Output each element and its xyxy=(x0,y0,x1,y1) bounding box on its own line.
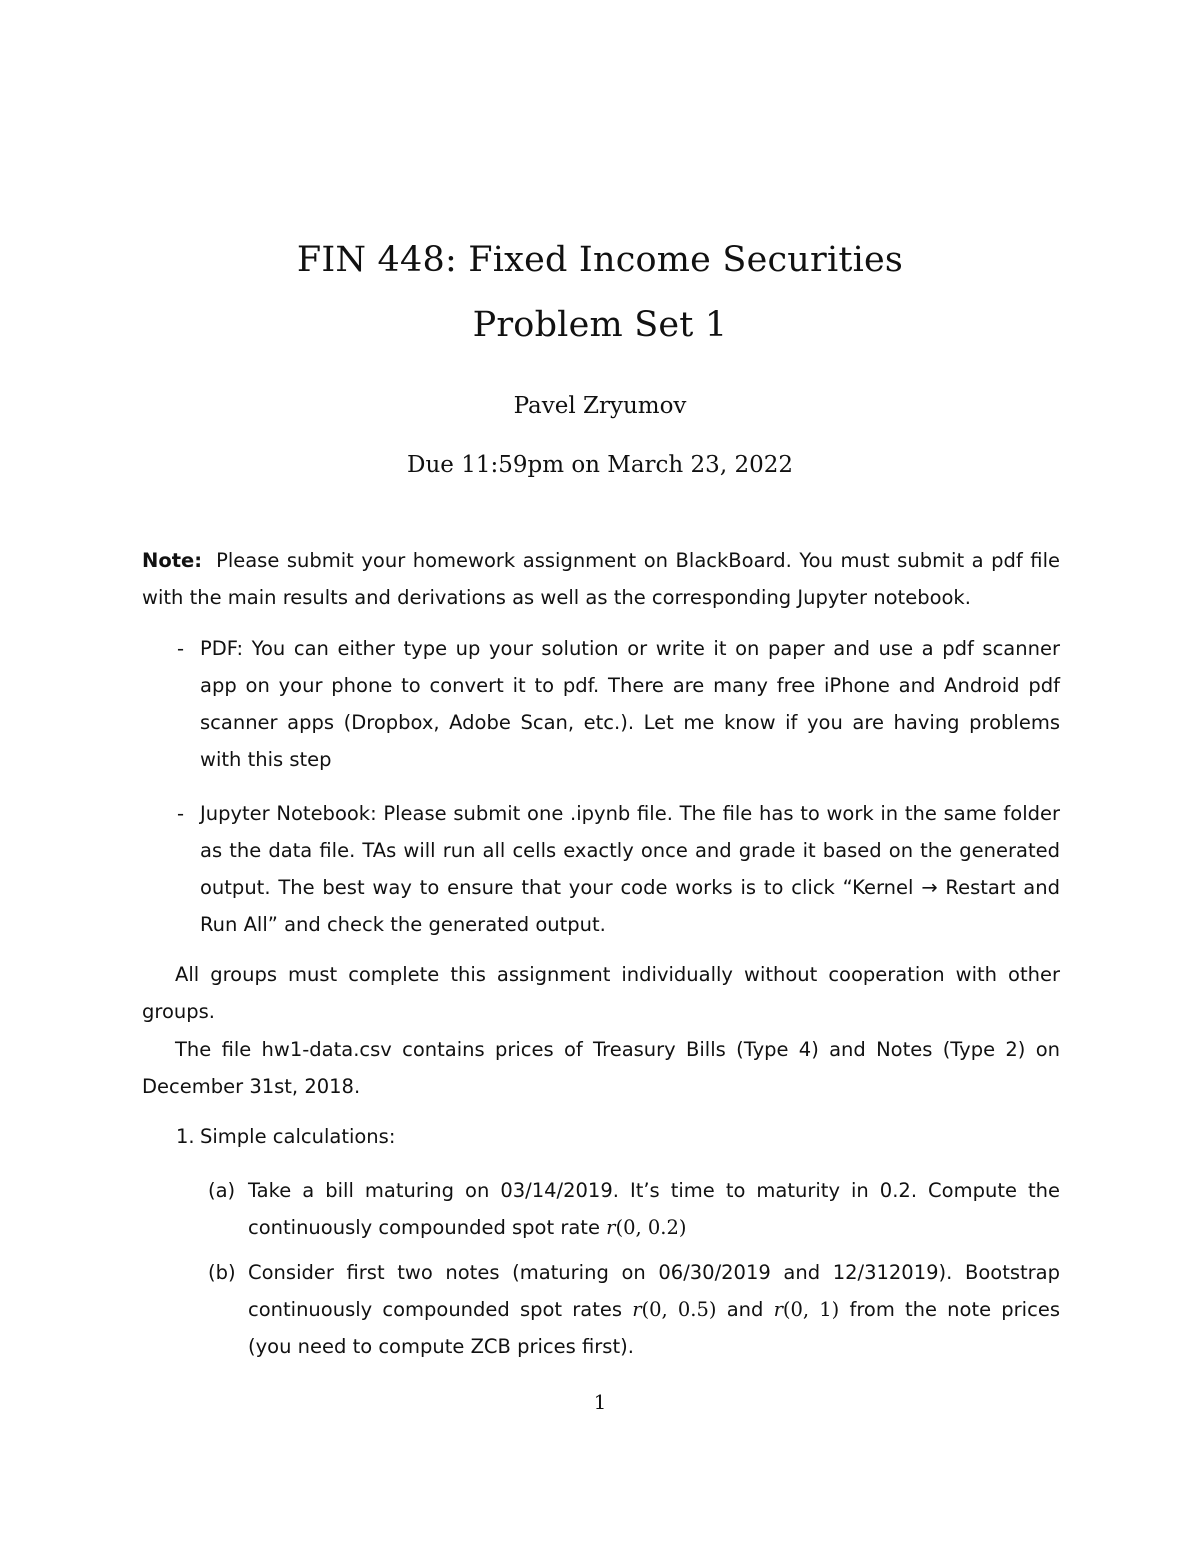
note-text: Please submit your homework assignment on BlackBoard. You must submit a pdf file with the main results and derivations as well as the corresponding Jupyter notebook. xyxy=(142,549,1060,609)
bullet-jupyter xyxy=(142,795,1060,943)
bullet-text: PDF: You can either type up your solution or write it on paper and use a pdf scanner app on your phone to convert it to pdf. There are many free iPhone and Android pdf scanner apps (Dropbox, Adobe Scan, etc.). Let me know if you are having problems with this step xyxy=(200,637,1060,771)
problem-item xyxy=(142,1118,1060,1155)
document-title: Problem Set 1 xyxy=(472,305,728,345)
part-text: Consider first two notes (maturing on 06/30/2019 and 12/312019). Bootstrap continuously compounded spot rates r(0, 0.5) and r(0, 1) from the note prices (you need to compute ZCB prices first). xyxy=(248,1261,1060,1358)
submission-note xyxy=(142,542,1060,616)
math-args: (0, 1) xyxy=(782,1298,840,1321)
math-args: (0, 0.5) xyxy=(641,1298,717,1321)
paragraph-groups: All groups must complete this assignment individually without cooperation with other groups. xyxy=(142,963,1060,1023)
paragraph-data-file: The file hw1-data.csv contains prices of Treasury Bills (Type 4) and Notes (Type 2) on December 31st, 2018. xyxy=(142,1038,1060,1098)
author-name: Pavel Zryumov xyxy=(513,393,687,419)
bullet-marker: - xyxy=(177,637,185,660)
due-date: Due 11:59pm on March 23, 2022 xyxy=(407,452,793,478)
math-r: r xyxy=(773,1298,783,1321)
bullet-text: Jupyter Notebook: Please submit one .ipynb file. The file has to work in the same folder as the data file. TAs will run all cells exactly once and grade it based on the generated output. The best way to ensure that your code works is to click “Kernel → Restart and Run All” and check the generated output. xyxy=(200,802,1060,936)
problem-title: Simple calculations: xyxy=(200,1125,396,1148)
math-r: r xyxy=(606,1216,616,1239)
math-args: (0, 0.2) xyxy=(615,1216,687,1239)
part-label: (b) xyxy=(208,1261,236,1284)
bullet-marker: - xyxy=(177,802,185,825)
part-text: Take a bill maturing on 03/14/2019. It’s time to maturity in 0.2. Compute the continuously compounded spot rate r(0, 0.2) xyxy=(248,1179,1060,1239)
part-label: (a) xyxy=(208,1179,236,1202)
math-r: r xyxy=(632,1298,642,1321)
note-label: Note: xyxy=(142,549,203,572)
bullet-pdf xyxy=(142,630,1060,778)
course-title: FIN 448: Fixed Income Securities xyxy=(296,240,904,280)
problem-part-a xyxy=(142,1172,1060,1246)
page-number: 1 xyxy=(593,1390,607,1414)
problem-part-b xyxy=(142,1254,1060,1365)
problem-number: 1. xyxy=(176,1125,195,1148)
